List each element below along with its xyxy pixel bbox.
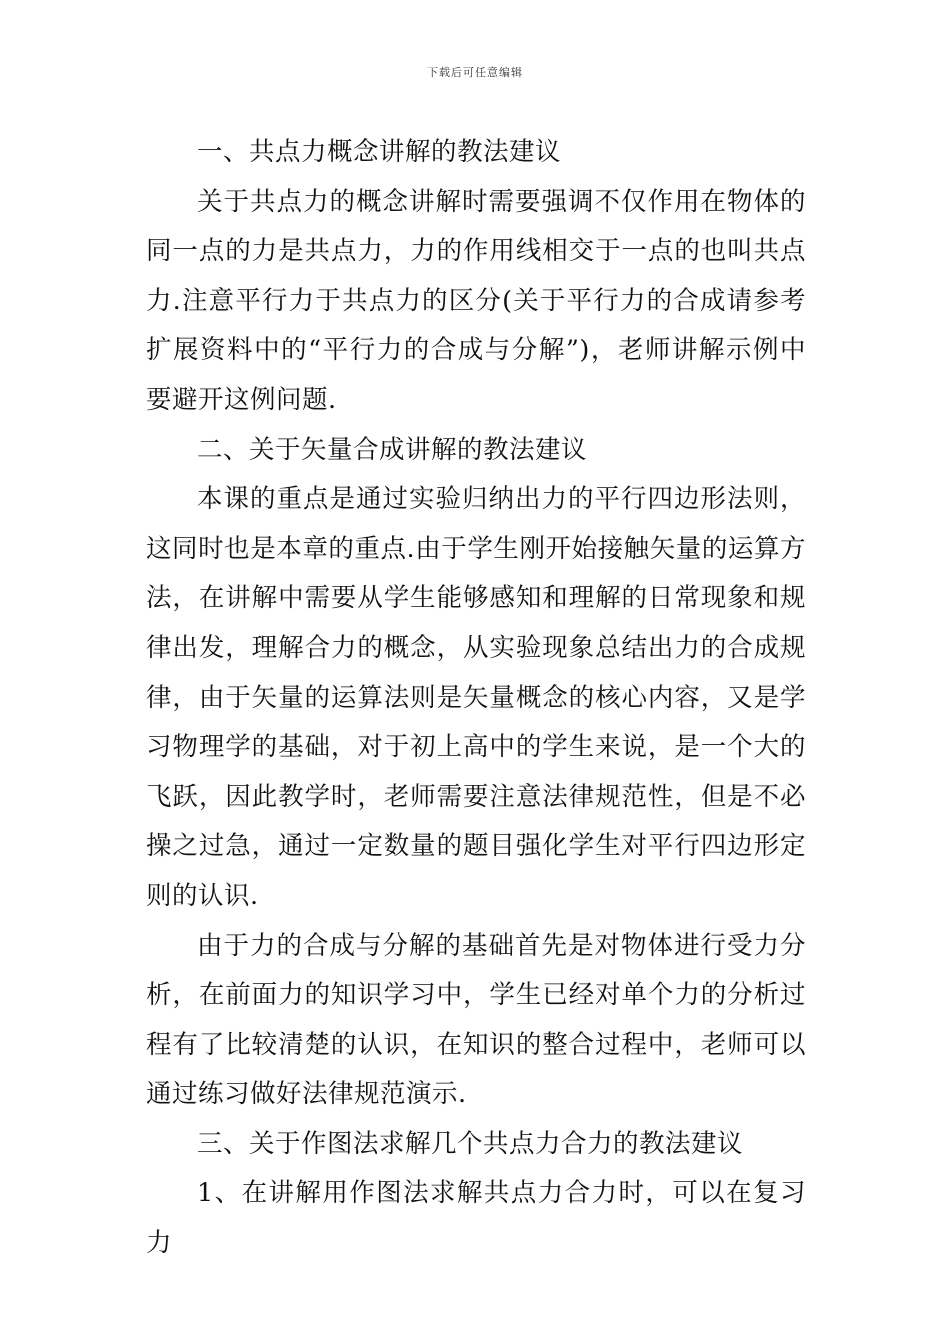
header-note: 下载后可任意编辑 <box>427 66 523 79</box>
paragraph-vector-focus: 本课的重点是通过实验归纳出力的平行四边形法则，这同时也是本章的重点.由于学生刚开始接触矢量的运算方法，在讲解中需要从学生能够感知和理解的日常现象和规律出发，理解合力的概念，从实验现象总结出力的合成规律，由于矢量的运算法则是矢量概念的核心内容，又是学习物理学的基础，对于初上高中的学生来说，是一个大的飞跃，因此教学时，老师需要注意法律规范性，但是不必操之过急，通过一定数量的题目强化学生对平行四边形定则的认识. <box>146 484 806 911</box>
section-heading-1: 一、共点力概念讲解的教法建议 <box>197 137 562 167</box>
paragraph-concept: 关于共点力的概念讲解时需要强调不仅作用在物体的同一点的力是共点力，力的作用线相交于一点的也叫共点力.注意平行力于共点力的区分(关于平行力的合成请参考扩展资料中的“平行力的合成与分解”)，老师讲解示例中要避开这例问题. <box>146 186 806 415</box>
document-body <box>146 128 806 1269</box>
paragraph-force-analysis: 由于力的合成与分解的基础首先是对物体进行受力分析，在前面力的知识学习中，学生已经对单个力的分析过程有了比较清楚的认识，在知识的整合过程中，老师可以通过练习做好法律规范演示. <box>146 930 806 1110</box>
section-heading-3: 三、关于作图法求解几个共点力合力的教法建议 <box>197 1128 744 1159</box>
paragraph-graphing-method: 1、在讲解用作图法求解共点力合力时，可以在复习力 <box>146 1178 806 1259</box>
section-heading-2: 二、关于矢量合成讲解的教法建议 <box>197 434 588 465</box>
